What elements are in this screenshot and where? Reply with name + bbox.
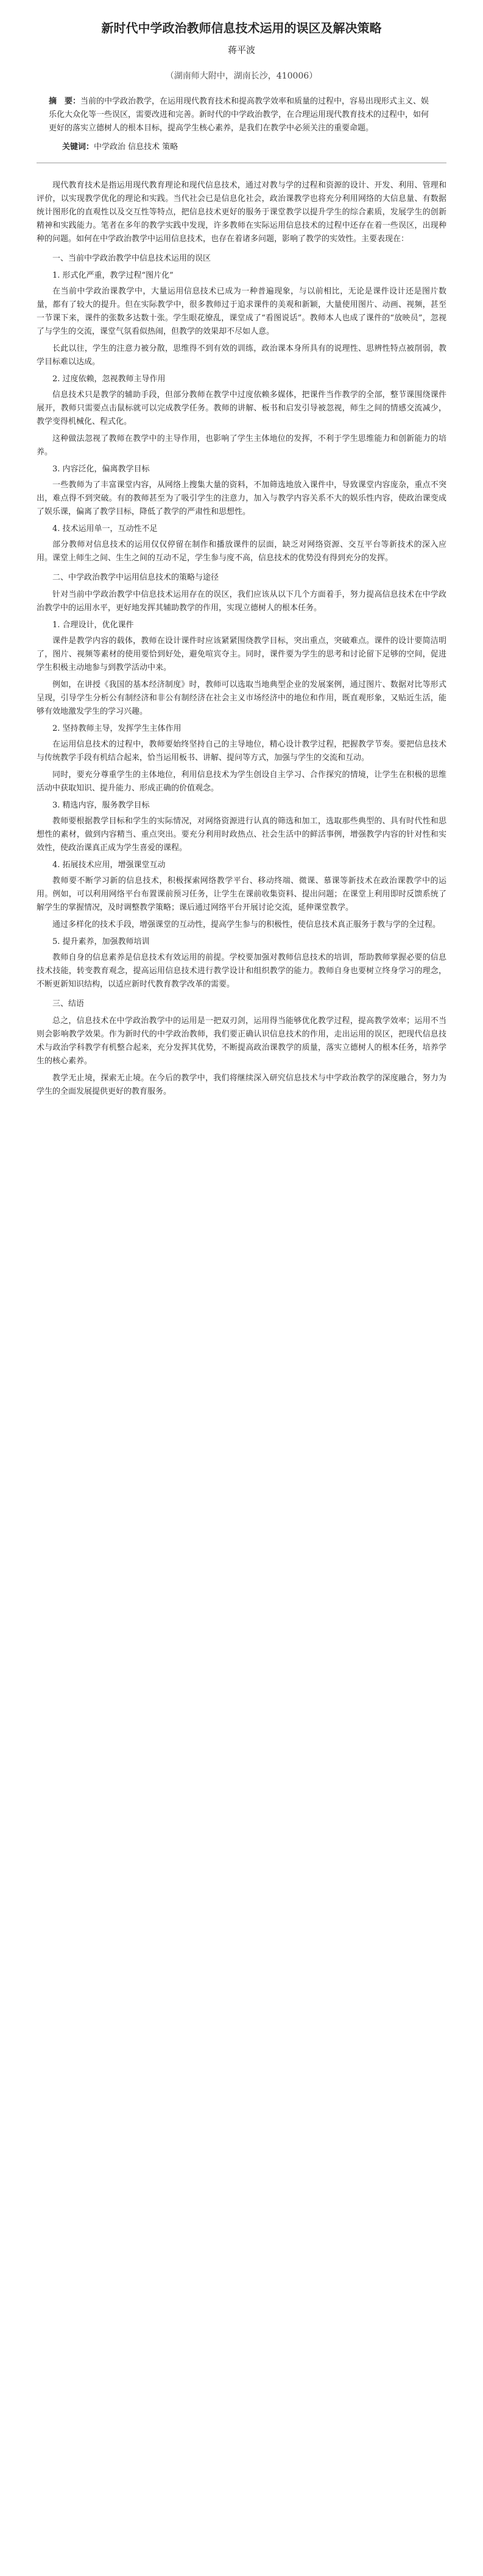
section <box>37 998 446 1099</box>
subsection-heading: 1. 合理设计，优化课件 <box>52 621 134 630</box>
paragraph: 课件是教学内容的载体，教师在设计课件时应该紧紧围绕教学目标，突出重点，突破难点。课件的设计要简洁明了，图片、视频等素材的使用要恰到好处，避免喧宾夺主。同时，课件要为学生的思考和讨论留下足够的空间，促进学生积极主动地参与到教学活动中来。 <box>37 636 446 672</box>
paragraph: 在运用信息技术的过程中，教师要始终坚持自己的主导地位，精心设计教学过程，把握教学节奏。要把信息技术与传统教学手段有机结合起来，恰当运用板书、讲解、提问等方式，加强与学生的交流和互动。 <box>37 740 446 762</box>
section <box>37 252 446 565</box>
paragraph: 教师要不断学习新的信息技术，积极探索网络教学平台、移动终端、微课、慕课等新技术在政治课教学中的运用。例如，可以利用网络平台布置课前预习任务，让学生在课前收集资料、提出问题；在课堂上利用即时反馈系统了解学生的掌握情况，及时调整教学策略；课后通过网络平台开展讨论交流，延伸课堂教学。 <box>37 876 446 912</box>
paragraph: 这种做法忽视了教师在教学中的主导作用，也影响了学生主体地位的发挥，不利于学生思维能力和创新能力的培养。 <box>37 434 446 457</box>
section-heading: 一、当前中学政治教学中信息技术运用的误区 <box>52 254 211 263</box>
paragraph: 现代教育技术是指运用现代教育理论和现代信息技术，通过对教与学的过程和资源的设计、开发、利用、管理和评价，以实现教学优化的理论和实践。当代社会已是信息化社会，政治课教学也将充分利用网络的大信息量、有数据统计图形化的直观性以及交互性等特点，把信息技术更好的服务于课堂教学以提升学生的综合素质，发展学生的创新精神和实践能力。笔者在多年的教学实践中发现，许多教师在实际运用信息技术的过程中还存在着一些误区，出现种种的问题。如何在中学政治教学中运用信息技术，也存在着诸多问题，影响了教学的实效性。主要表现在： <box>37 181 446 244</box>
paragraph: 总之，信息技术在中学政治教学中的运用是一把双刃剑，运用得当能够优化教学过程，提高教学效率；运用不当则会影响教学效果。作为新时代的中学政治教师，我们要正确认识信息技术的作用，走出运用的误区，把现代信息技术与政治学科教学有机整合起来，充分发挥其优势，不断提高政治课教学的质量，落实立德树人的根本任务，培养学生的核心素养。 <box>37 1016 446 1066</box>
paragraph: 在当前中学政治课教学中，大量运用信息技术已成为一种普遍现象，与以前相比，无论是课件设计还是图片数量，都有了较大的提升。但在实际教学中，很多教师过于追求课件的美观和新颖，大量使用图片、动画、视频，甚至一节课下来，课件的张数多达数十张。学生眼花缭乱，课堂成了“看图说话”。教师本人也成了课件的“放映员”，忽视了与学生的交流，课堂气氛看似热闹，但教学的效果却不尽如人意。 <box>37 287 446 336</box>
body-sections <box>37 252 446 1099</box>
section-heading: 三、结语 <box>52 999 85 1008</box>
bottom-space <box>37 1102 446 1127</box>
subsection-heading: 2. 坚持教师主导，发挥学生主体作用 <box>52 724 182 733</box>
subsection-heading: 1. 形式化严重，教学过程“图片化” <box>52 271 174 280</box>
subsection-heading: 4. 拓展技术应用，增强课堂互动 <box>52 860 166 870</box>
subsection-heading: 5. 提升素养，加强教师培训 <box>52 937 150 946</box>
keywords-text: 中学政治 信息技术 策略 <box>94 143 178 152</box>
paragraph: 教师自身的信息素养是信息技术有效运用的前提。学校要加强对教师信息技术的培训，帮助教师掌握必要的信息技术技能，转变教育观念，提高运用信息技术进行教学设计和组织教学的能力。教师自身也要树立终身学习的理念，不断更新知识结构，以适应新时代教育教学改革的需要。 <box>37 953 446 989</box>
document-author: 蒋平波 <box>227 44 255 55</box>
subsection-heading: 4. 技术运用单一，互动性不足 <box>52 524 158 533</box>
paragraph: 针对当前中学政治教学中信息技术运用存在的误区，我们应该从以下几个方面着手，努力提高信息技术在中学政治教学中的运用水平，更好地发挥其辅助教学的作用，实现立德树人的根本任务。 <box>37 590 446 613</box>
section-heading: 二、中学政治教学中运用信息技术的策略与途径 <box>52 573 219 582</box>
paragraph: 部分教师对信息技术的运用仅仅停留在制作和播放课件的层面，缺乏对网络资源、交互平台等新技术的深入应用。课堂上师生之间、生生之间的互动不足，学生参与度不高，信息技术的优势没有得到充分的发挥。 <box>37 540 446 563</box>
paragraph: 一些教师为了丰富课堂内容，从网络上搜集大量的资料，不加筛选地放入课件中，导致课堂内容庞杂，重点不突出，难点得不到突破。有的教师甚至为了吸引学生的注意力，加入与教学内容关系不大的娱乐性内容，使政治课变成了娱乐课，偏离了教学目标，降低了教学的严肃性和思想性。 <box>37 480 446 516</box>
abstract <box>37 91 446 140</box>
document-title: 新时代中学政治教师信息技术运用的误区及解决策略 <box>101 21 382 35</box>
section <box>37 571 446 991</box>
paragraph: 信息技术只是教学的辅助手段，但部分教师在教学中过度依赖多媒体，把课件当作教学的全部，整节课围绕课件展开，教师只需要点击鼠标就可以完成教学任务。教师的讲解、板书和启发引导被忽视，师生之间的情感交流减少，教学变得机械化、程式化。 <box>37 390 446 426</box>
paragraph: 教学无止境，探索无止境。在今后的教学中，我们将继续深入研究信息技术与中学政治教学的深度融合，努力为学生的全面发展提供更好的教育服务。 <box>37 1074 446 1096</box>
keywords <box>37 140 446 152</box>
abstract-text: 当前的中学政治教学，在运用现代教育技术和提高教学效率和质量的过程中，容易出现形式主义、娱乐化大众化等一些误区，需要改进和完善。新时代的中学政治教学，在合理运用现代教育技术的过程中，如何更好的落实立德树人的根本目标，提高学生核心素养，是我们在教学中必须关注的重要命题。 <box>49 97 429 133</box>
paragraph: 例如，在讲授《我国的基本经济制度》时，教师可以选取当地典型企业的发展案例，通过图片、数据对比等形式呈现，引导学生分析公有制经济和非公有制经济在社会主义市场经济中的地位和作用，既直观形象，又贴近生活，能够有效地激发学生的学习兴趣。 <box>37 680 446 716</box>
paragraph: 通过多样化的技术手段，增强课堂的互动性，提高学生参与的积极性，使信息技术真正服务于教与学的全过程。 <box>52 920 441 929</box>
subsection-heading: 2. 过度依赖，忽视教师主导作用 <box>52 375 166 384</box>
keywords-label: 关键词： <box>62 143 94 152</box>
paragraph: 长此以往，学生的注意力被分散，思维得不到有效的训练，政治课本身所具有的说理性、思辨性特点被削弱，教学目标难以达成。 <box>37 344 446 367</box>
paragraph: 教师要根据教学目标和学生的实际情况，对网络资源进行认真的筛选和加工，选取那些典型的、具有时代性和思想性的素材，做到内容精当、重点突出。要充分利用时政热点、社会生活中的鲜活事例，增强教学内容的针对性和实效性，使政治课真正成为学生喜爱的课程。 <box>37 817 446 853</box>
document-affiliation: （湖南师大附中，湖南长沙，410006） <box>165 71 318 81</box>
paragraph: 同时，要充分尊重学生的主体地位，利用信息技术为学生创设自主学习、合作探究的情境，让学生在积极的思维活动中获取知识、提升能力、形成正确的价值观念。 <box>37 770 446 793</box>
introduction <box>37 179 446 246</box>
subsection-heading: 3. 内容泛化，偏离教学目标 <box>52 465 150 474</box>
abstract-label: 摘 要： <box>49 97 81 106</box>
subsection-heading: 3. 精选内容，服务教学目标 <box>52 801 150 810</box>
